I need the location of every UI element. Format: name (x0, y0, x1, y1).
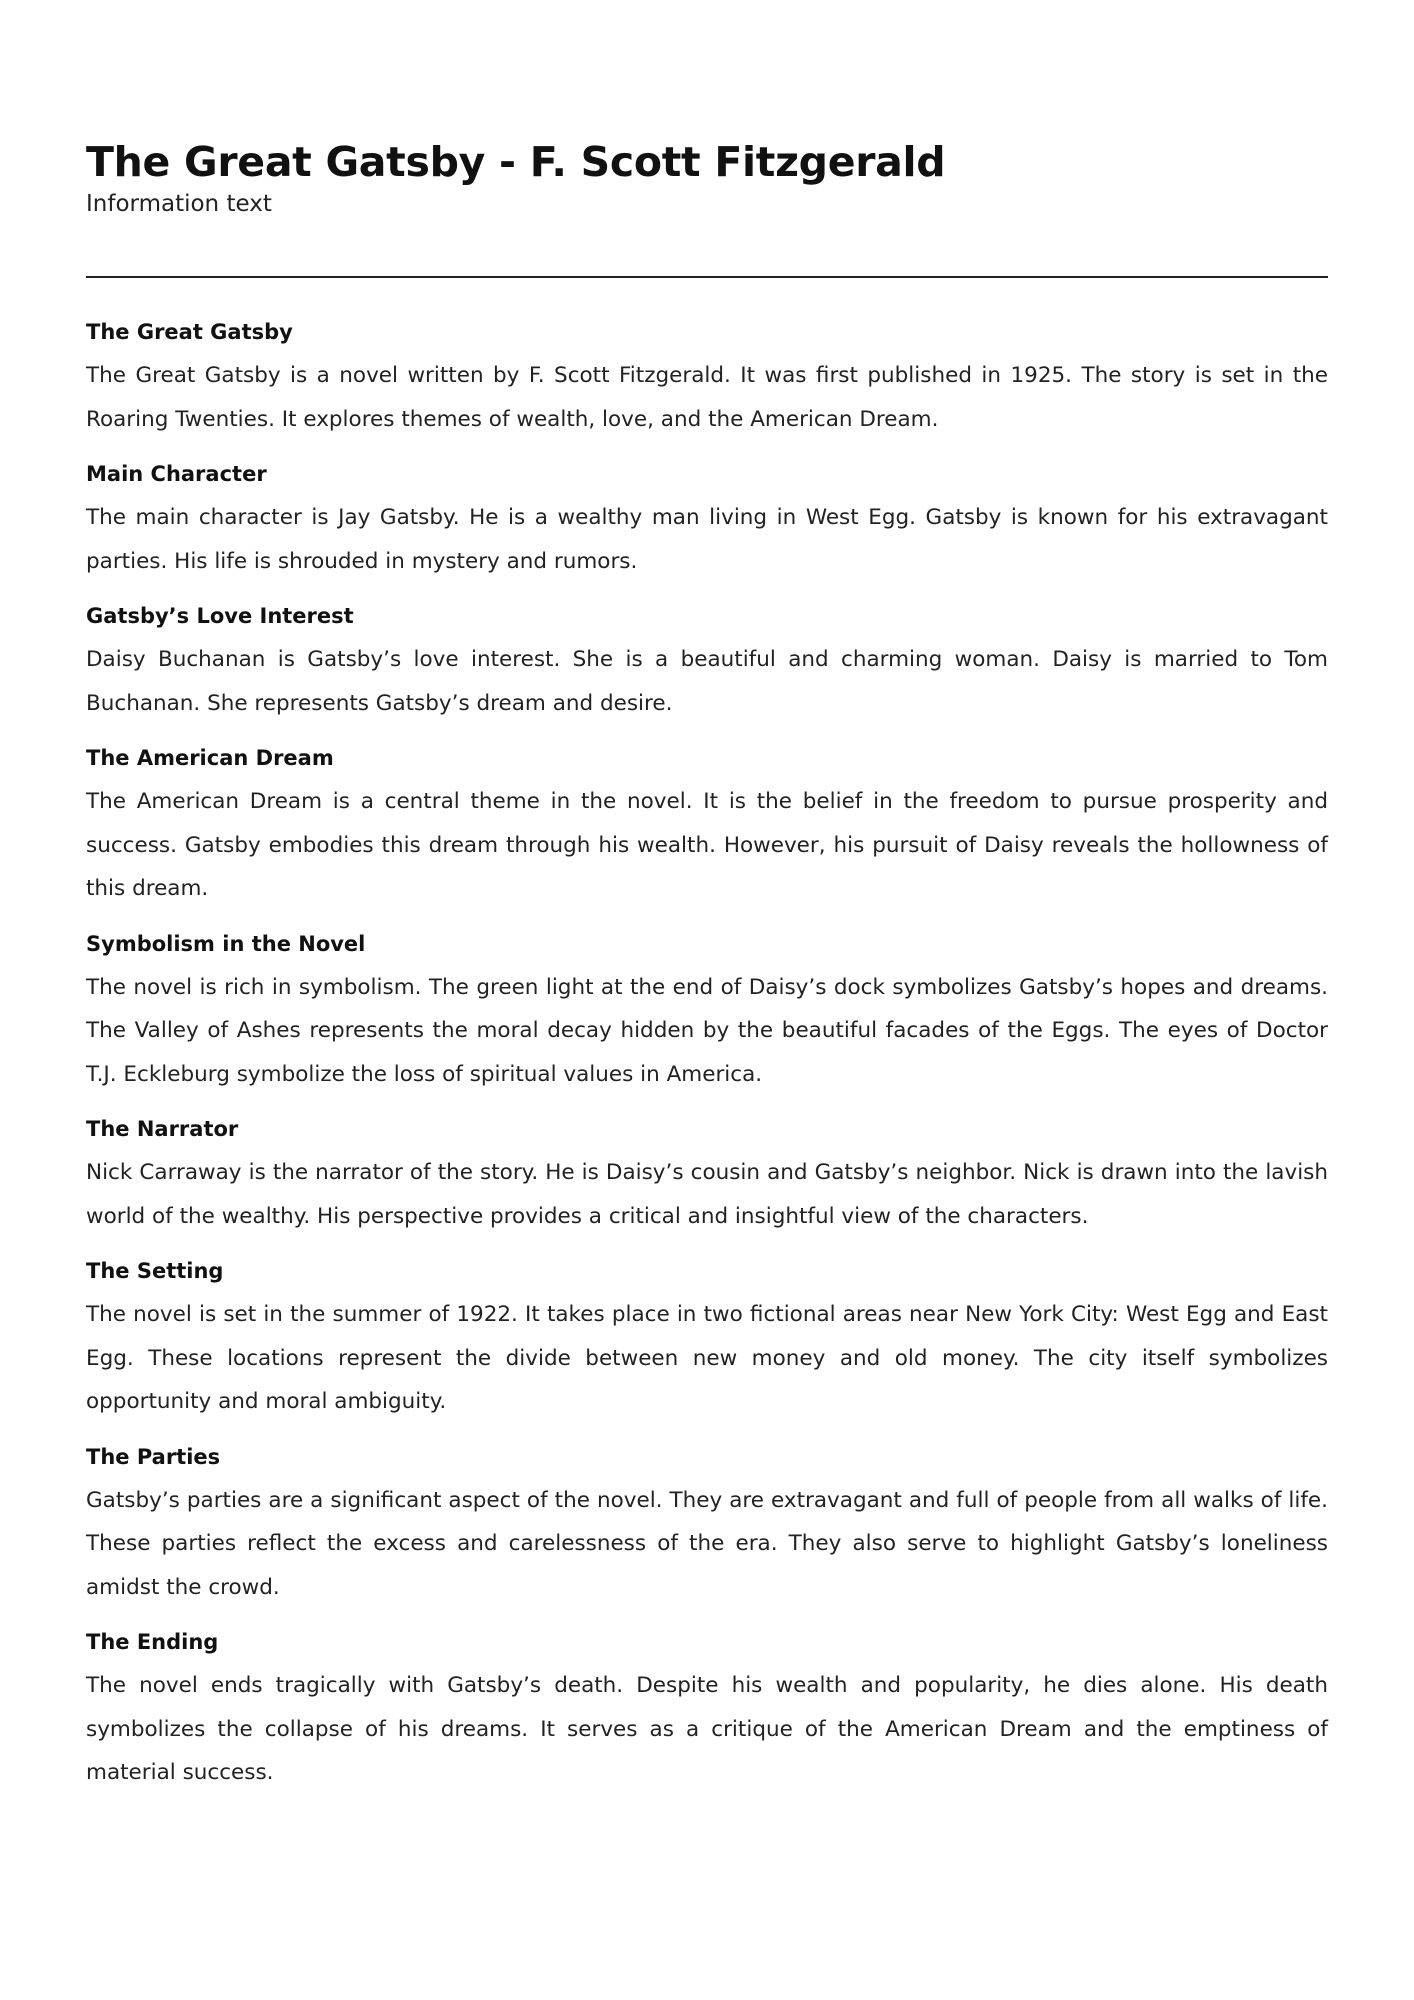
section-main-character (86, 458, 1328, 583)
section-parties (86, 1441, 1328, 1610)
section-body: Gatsby’s parties are a significant aspect of the novel. They are extravagant and full of people from all walks of life. These parties reflect the excess and carelessness of the era. They also serve to highlight Gatsby’s loneliness amidst the crowd. (86, 1487, 1328, 1600)
document-title: The Great Gatsby - F. Scott Fitzgerald (86, 138, 946, 186)
section-ending (86, 1626, 1328, 1795)
section-narrator (86, 1113, 1328, 1238)
section-heading: The American Dream (86, 746, 334, 770)
section-heading: The Setting (86, 1259, 224, 1283)
section-body: The novel is rich in symbolism. The green light at the end of Daisy’s dock symbolizes Gatsby’s hopes and dreams. The Valley of Ashes represents the moral decay hidden by the beautiful facades of the Eggs. The eyes of Doctor T.J. Eckleburg symbolize the loss of spiritual values in America. (86, 974, 1328, 1087)
section-body: Daisy Buchanan is Gatsby’s love interest. She is a beautiful and charming woman. Daisy is married to Tom Buchanan. She represents Gatsby’s dream and desire. (86, 647, 1328, 716)
section-love-interest (86, 600, 1328, 725)
section-body: The main character is Jay Gatsby. He is a wealthy man living in West Egg. Gatsby is known for his extravagant parties. His life is shrouded in mystery and rumors. (86, 505, 1328, 574)
section-the-great-gatsby (86, 316, 1328, 441)
section-heading: The Ending (86, 1630, 219, 1654)
section-heading: Symbolism in the Novel (86, 931, 366, 956)
section-heading: The Great Gatsby (86, 320, 293, 344)
section-body: Nick Carraway is the narrator of the story. He is Daisy’s cousin and Gatsby’s neighbor. Nick is drawn into the lavish world of the wealthy. His perspective provides a critical and insightful view of the characters. (86, 1160, 1328, 1229)
section-body: The novel is set in the summer of 1922. It takes place in two fictional areas near New York City: West Egg and East Egg. These locations represent the divide between new money and old money. The city itself symbolizes opportunity and moral ambiguity. (86, 1302, 1328, 1414)
section-body: The Great Gatsby is a novel written by F. Scott Fitzgerald. It was first published in 1925. The story is set in the Roaring Twenties. It explores themes of wealth, love, and the American Dream. (86, 363, 1328, 432)
section-heading: The Parties (86, 1444, 221, 1469)
header-divider (86, 276, 1328, 278)
section-setting (86, 1255, 1328, 1424)
section-heading: Main Character (86, 462, 267, 486)
document-page (86, 136, 1328, 1812)
section-heading: Gatsby’s Love Interest (86, 604, 354, 628)
section-american-dream (86, 742, 1328, 911)
document-subtitle: Information text (86, 191, 272, 217)
section-symbolism (86, 928, 1328, 1097)
section-heading: The Narrator (86, 1117, 239, 1141)
section-body: The novel ends tragically with Gatsby’s death. Despite his wealth and popularity, he dies alone. His death symbolizes the collapse of his dreams. It serves as a critique of the American Dream and the emptiness of material success. (86, 1673, 1328, 1785)
section-body: The American Dream is a central theme in the novel. It is the belief in the freedom to pursue prosperity and success. Gatsby embodies this dream through his wealth. However, his pursuit of Daisy reveals the hollowness of this dream. (86, 789, 1328, 901)
